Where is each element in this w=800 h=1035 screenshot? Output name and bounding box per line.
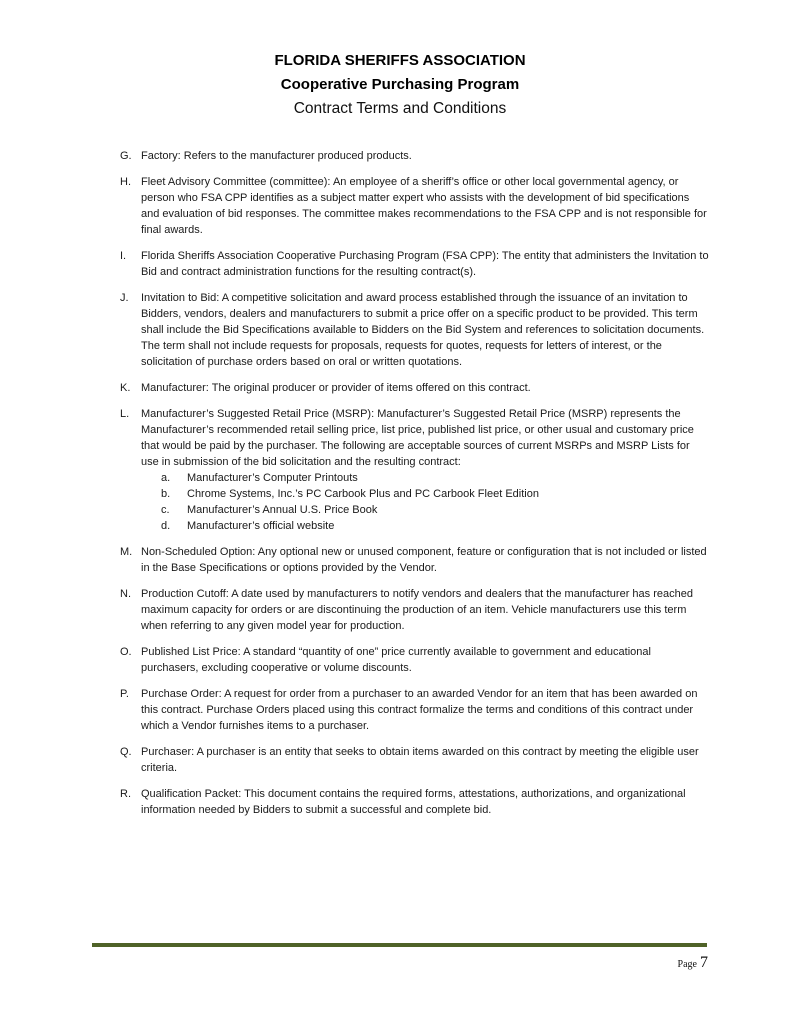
definition-letter: I. xyxy=(120,250,127,262)
msrp-source-text: Chrome Systems, Inc.’s PC Carbook Plus and PC Carbook Fleet Edition xyxy=(187,488,539,500)
msrp-source-letter: b. xyxy=(161,488,171,500)
definition-text: Fleet Advisory Committee (committee): An employee of a sheriff’s office or other local governmental agency, or person who FSA CPP identifies as a subject matter expert who assists with the development of bid specifications and evaluation of bid responses. The committee makes recommendations to the FSA CPP and is not responsible for final awards. xyxy=(141,176,707,236)
definition-letter: L. xyxy=(120,408,130,420)
definition-text: Florida Sheriffs Association Cooperative Purchasing Program (FSA CPP): The entity that administers the Invitation to Bid and contract administration functions for the resulting contract(s). xyxy=(141,250,709,278)
msrp-source-letter: d. xyxy=(161,520,171,532)
msrp-source-letter: c. xyxy=(161,504,170,516)
definition-letter: G. xyxy=(120,150,132,162)
definition-text: Manufacturer: The original producer or provider of items offered on this contract. xyxy=(141,382,531,394)
footer-divider xyxy=(92,943,707,947)
definition-item xyxy=(120,380,710,396)
document-header xyxy=(0,49,800,121)
definition-text: Purchase Order: A request for order from a purchaser to an awarded Vendor for an item that has been awarded on this contract. Purchase Orders placed using this contract formalize the terms and conditions of this contract under which a Vendor furnishes items to a purchaser. xyxy=(141,688,698,732)
msrp-source-text: Manufacturer’s Computer Printouts xyxy=(187,472,358,484)
msrp-sources-list xyxy=(141,470,710,534)
organization-name: FLORIDA SHERIFFS ASSOCIATION xyxy=(274,52,526,69)
msrp-source-item xyxy=(161,470,710,486)
definition-item xyxy=(120,248,710,280)
definition-text: Manufacturer’s Suggested Retail Price (MSRP): Manufacturer’s Suggested Retail Price (MSRP) represents the Manufacturer’s recommended retail selling price, list price, published list price, or other usual and customary price that would be paid by the purchaser. The following are acceptable sources of current MSRPs and MSRP Lists for use in submission of the bid solicitation and the resulting contract: xyxy=(141,408,694,468)
definition-letter: Q. xyxy=(120,746,132,758)
program-name: Cooperative Purchasing Program xyxy=(280,76,520,93)
definition-letter: J. xyxy=(120,292,129,304)
msrp-source-text: Manufacturer’s official website xyxy=(187,520,335,532)
definition-letter: K. xyxy=(120,382,131,394)
msrp-source-text: Manufacturer’s Annual U.S. Price Book xyxy=(187,504,378,516)
document-title: Contract Terms and Conditions xyxy=(293,100,507,117)
definition-item xyxy=(120,744,710,776)
page-number-value: 7 xyxy=(700,954,708,971)
msrp-source-item xyxy=(161,486,710,502)
definition-letter: H. xyxy=(120,176,131,188)
definition-text: Published List Price: A standard “quantity of one” price currently available to government and educational purchasers, excluding cooperative or volume discounts. xyxy=(141,646,651,674)
msrp-source-item xyxy=(161,502,710,518)
definition-text: Invitation to Bid: A competitive solicitation and award process established through the issuance of an invitation to Bidders, vendors, dealers and manufacturers to submit a price offer on a specific product to be provided. This term shall include the Bid Specifications available to Bidders on the Bid System and references to solicitation documents. The term shall not include requests for proposals, requests for quotes, requests for letters of interest, or the solicitation of purchase orders based on oral or written quotations. xyxy=(141,292,705,368)
definitions-list xyxy=(120,148,710,828)
definition-text: Production Cutoff: A date used by manufacturers to notify vendors and dealers that the manufacturer has reached maximum capacity for orders or are discontinuing the production of an item. Vehicle manufacturers use this term when referring to any given model year for production. xyxy=(141,588,693,632)
page-label: Page xyxy=(677,959,697,970)
definition-text: Qualification Packet: This document contains the required forms, attestations, authorizations, and organizational information needed by Bidders to submit a successful and complete bid. xyxy=(141,788,686,816)
definition-letter: R. xyxy=(120,788,131,800)
definition-letter: P. xyxy=(120,688,129,700)
definition-item xyxy=(120,586,710,634)
definition-item xyxy=(120,406,710,534)
definition-item xyxy=(120,148,710,164)
definition-letter: N. xyxy=(120,588,131,600)
definition-text: Non-Scheduled Option: Any optional new or unused component, feature or configuration that is not included or listed in the Base Specifications or options provided by the Vendor. xyxy=(141,546,707,574)
definition-text: Purchaser: A purchaser is an entity that seeks to obtain items awarded on this contract by meeting the eligible user criteria. xyxy=(141,746,699,774)
definition-item xyxy=(120,174,710,238)
msrp-source-item xyxy=(161,518,710,534)
page-number xyxy=(678,954,708,972)
definition-item xyxy=(120,686,710,734)
definition-letter: O. xyxy=(120,646,132,658)
definition-text: Factory: Refers to the manufacturer produced products. xyxy=(141,150,412,162)
definition-letter: M. xyxy=(120,546,133,558)
msrp-source-letter: a. xyxy=(161,472,171,484)
definition-item xyxy=(120,786,710,818)
definition-item xyxy=(120,544,710,576)
definition-item xyxy=(120,644,710,676)
definition-item xyxy=(120,290,710,370)
